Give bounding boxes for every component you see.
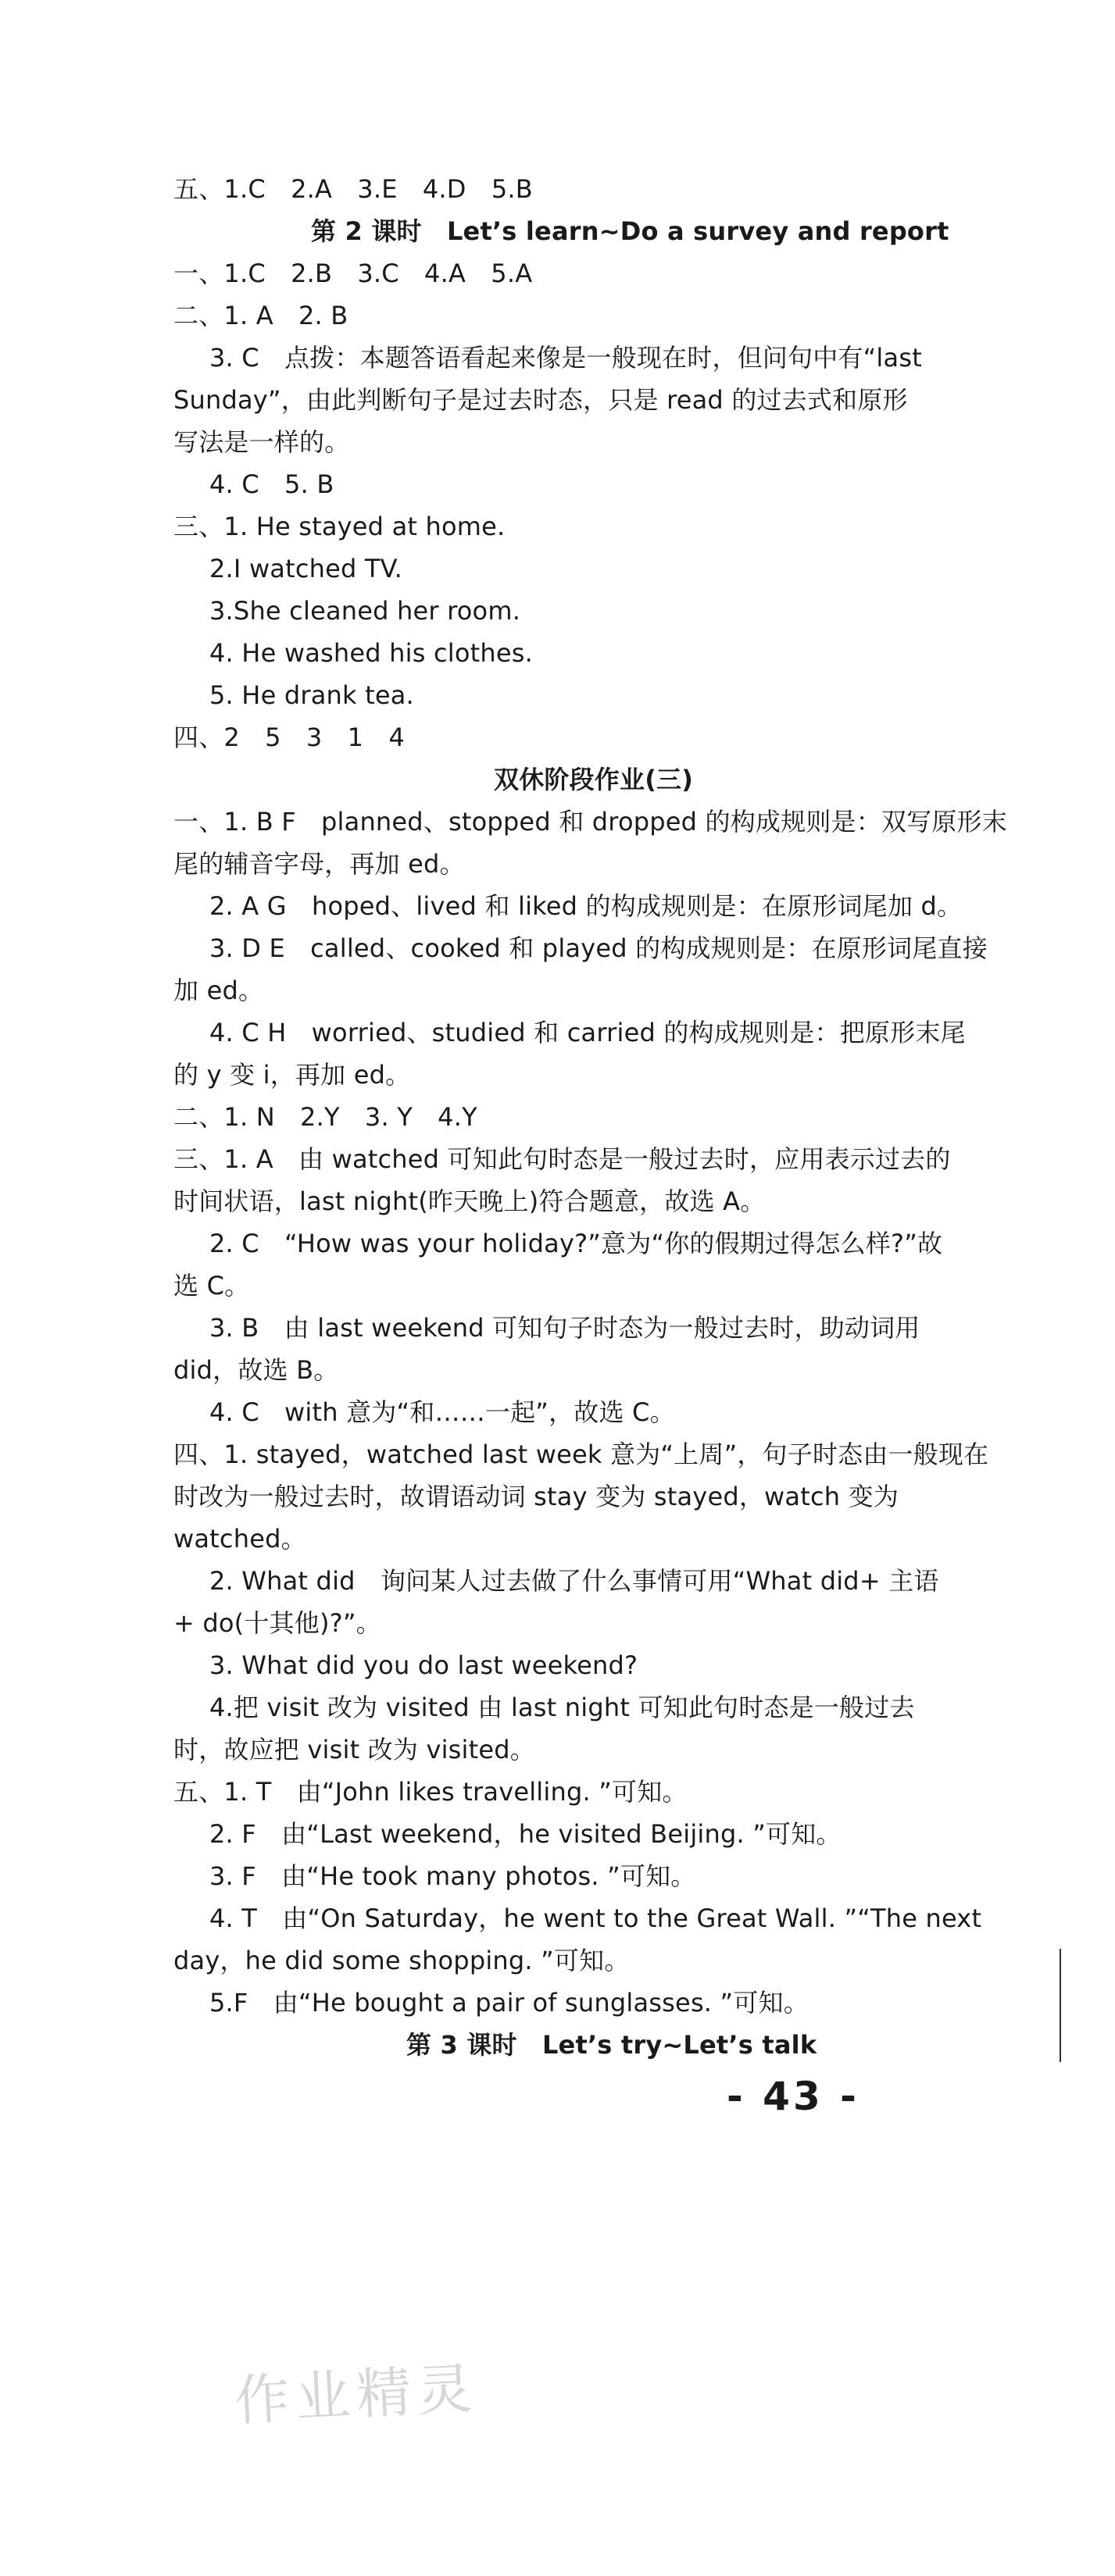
answer-line: 五、1. T 由“John likes travelling. ”可知。 [173,1777,688,1807]
answer-line: 4. C with 意为“和……一起”，故选 C。 [209,1397,675,1427]
answer-line: 4. He washed his clothes. [209,638,533,668]
answer-line: 选 C。 [173,1271,250,1300]
answer-line: did，故选 B。 [173,1355,339,1385]
answer-line: Sunday”，由此判断句子是过去时态，只是 read 的过去式和原形 [173,385,908,415]
answer-line: 时，故应把 visit 改为 visited。 [173,1735,535,1764]
answer-line: 四、2 5 3 1 4 [173,722,405,752]
answer-line: 3. C 点拨：本题答语看起来像是一般现在时，但问句中有“last [209,343,922,373]
answer-line: + do(十其他)?”。 [173,1608,381,1638]
answer-line: 3.She cleaned her room. [209,596,521,626]
answer-line: 的 y 变 i，再加 ed。 [173,1060,411,1090]
answer-line: watched。 [173,1524,306,1554]
answer-line: 四、1. stayed，watched last week 意为“上周”，句子时态由一般现在 [173,1440,989,1469]
answer-line: 时改为一般过去时，故谓语动词 stay 变为 stayed，watch 变为 [173,1482,899,1511]
answer-line: 5. He drank tea. [209,680,414,710]
answer-line: 五、1.C 2.A 3.E 4.D 5.B [173,174,533,204]
answer-line: 二、1. A 2. B [173,301,348,330]
answer-line: 一、1. B F planned、stopped 和 dropped 的构成规则是：双写原形末 [173,807,1007,837]
answer-line: 5.F 由“He bought a pair of sunglasses. ”可知。 [209,1988,809,2018]
answer-line: 加 ed。 [173,976,264,1005]
section-title: 第 3 课时 Let’s try~Let’s talk [406,2030,817,2060]
answer-line: day，he did some shopping. ”可知。 [173,1946,630,1975]
watermark: 作业精灵 [233,2356,481,2434]
answer-line: 3. What did you do last weekend? [209,1650,638,1680]
column-divider [1060,1949,1061,2062]
answer-line: 三、1. A 由 watched 可知此句时态是一般过去时，应用表示过去的 [173,1144,951,1174]
answer-line: 一、1.C 2.B 3.C 4.A 5.A [173,259,533,288]
answer-line: 4. T 由“On Saturday，he went to the Great Wall. ”“The next [209,1903,982,1933]
answer-line: 二、1. N 2.Y 3. Y 4.Y [173,1102,477,1132]
answer-line: 2. C “How was your holiday?”意为“你的假期过得怎么样?”故 [209,1229,943,1258]
answer-line: 2.I watched TV. [209,554,402,583]
answer-line: 2. A G hoped、lived 和 liked 的构成规则是：在原形词尾加 d。 [209,891,963,921]
section-title: 第 2 课时 Let’s learn~Do a survey and report [311,216,949,246]
section-title: 双休阶段作业(三) [494,765,694,794]
answer-line: 写法是一样的。 [173,427,350,457]
page-number: - 43 - [727,2074,859,2119]
answer-line: 尾的辅音字母，再加 ed。 [173,849,465,879]
answer-line: 三、1. He stayed at home. [173,512,506,541]
answer-line: 4.把 visit 改为 visited 由 last night 可知此句时态是一般过去 [209,1693,915,1722]
answer-line: 2. What did 询问某人过去做了什么事情可用“What did+ 主语 [209,1566,939,1596]
answer-line: 3. D E called、cooked 和 played 的构成规则是：在原形词尾直接 [209,933,988,963]
answer-line: 4. C 5. B [209,469,334,499]
answer-line: 3. F 由“He took many photos. ”可知。 [209,1861,696,1891]
answer-line: 4. C H worried、studied 和 carried 的构成规则是：把原形末尾 [209,1018,966,1047]
answer-line: 3. B 由 last weekend 可知句子时态为一般过去时，助动词用 [209,1313,920,1343]
answer-line: 时间状语，last night(昨天晚上)符合题意，故选 A。 [173,1186,766,1216]
answer-line: 2. F 由“Last weekend，he visited Beijing. ”可知。 [209,1819,842,1849]
